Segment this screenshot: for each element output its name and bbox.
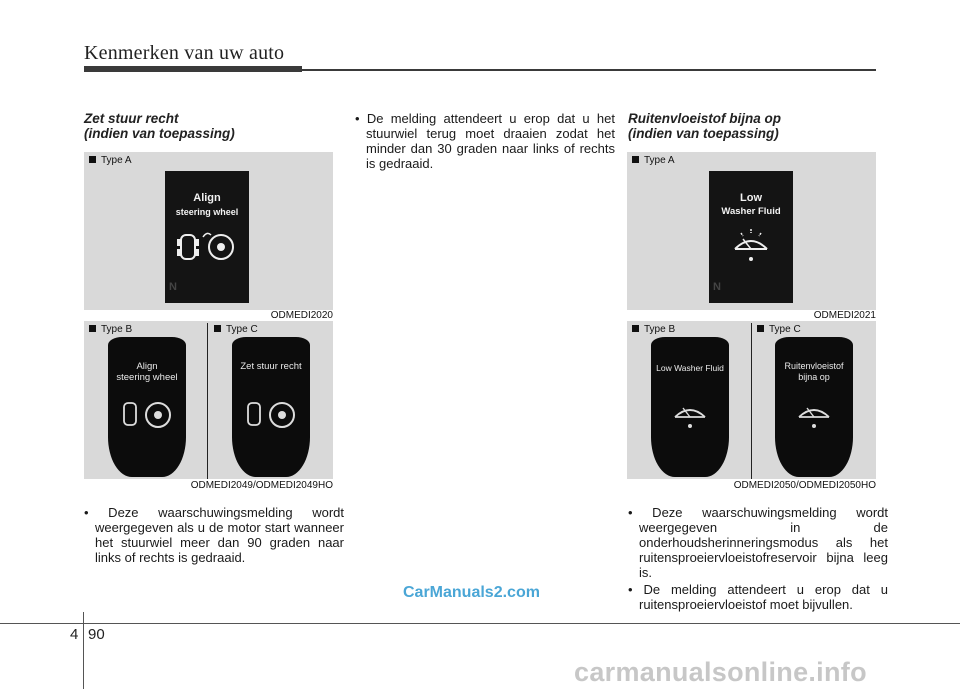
section-title-main: Ruitenvloeistof bijna op: [628, 111, 782, 126]
washer-fluid-icon: [670, 397, 710, 433]
screen-text-line1: Align: [193, 192, 221, 204]
screen-text-line2: bijna op: [798, 372, 830, 382]
figure-panel-type-a: [84, 152, 333, 310]
screen-text-line2: Washer Fluid: [721, 206, 781, 217]
middle-bullet-1: • De melding attendeert u erop dat u het stuurwiel terug moet draaien zodat het minder dan 30 graden naar links of rechts is gedraaid.: [355, 111, 615, 171]
type-a-label: Type A: [632, 155, 675, 166]
section-title-main: Zet stuur recht: [84, 111, 179, 126]
header-rule-dark: [84, 66, 302, 72]
watermark-site: carmanualsonline.info: [574, 657, 867, 687]
section-title-sub: (indien van toepassing): [84, 126, 235, 141]
section-title-sub: (indien van toepassing): [628, 126, 779, 141]
header-rule-thin: [302, 69, 876, 71]
screen-text-line1: Low: [740, 192, 762, 204]
cluster-screen-type-c: [775, 337, 853, 477]
watermark-carmanuals[interactable]: CarManuals2.com: [403, 584, 540, 601]
right-bullet-1: • Deze waarschuwingsmelding wordt weergegeven in de onderhoudsherinneringsmodus als het ruitensproeiervloeistofreservoir bijna leeg is.: [628, 505, 888, 580]
figure-code-bc: ODMEDI2049/ODMEDI2049HO: [190, 480, 333, 491]
steering-wheel-icon: [242, 397, 300, 437]
figure-code-a: ODMEDI2020: [270, 310, 333, 321]
screen-text-line2: steering wheel: [175, 207, 239, 217]
type-b-label: Type B: [89, 324, 132, 335]
panel-divider: [207, 323, 208, 479]
figure-panel-type-bc: [84, 321, 333, 479]
page-number: 90: [88, 626, 105, 643]
section-title-align: [84, 111, 235, 141]
figure-code-a: ODMEDI2021: [813, 310, 876, 321]
type-c-label: Type C: [214, 324, 258, 335]
type-b-label: Type B: [632, 324, 675, 335]
screen-text-line1: Align: [136, 361, 158, 372]
section-title-washer: [628, 111, 781, 141]
panel-divider: [751, 323, 752, 479]
gear-indicator-strip: N: [169, 281, 226, 293]
screen-text-line1: Zet stuur recht: [240, 361, 302, 372]
figure-panel-type-a: [627, 152, 876, 310]
steering-wheel-icon: [118, 397, 176, 437]
cluster-screen-type-b: [651, 337, 729, 477]
right-bullet-2: • De melding attendeert u erop dat u ruitensproeiervloeistof moet bijvullen.: [628, 582, 888, 612]
cluster-screen-type-a: [165, 171, 249, 303]
screen-text-line1: Low Washer Fluid: [656, 363, 724, 373]
steering-wheel-icon: [173, 227, 241, 273]
washer-fluid-icon: [729, 227, 773, 267]
cluster-screen-type-a: [709, 171, 793, 303]
page-header-title: Kenmerken van uw auto: [84, 42, 285, 64]
washer-fluid-icon: [794, 397, 834, 433]
gear-indicator-strip: N: [713, 281, 770, 293]
footer-vertical-rule: [83, 612, 84, 689]
chapter-number: 4: [70, 626, 79, 643]
figure-panel-type-bc: [627, 321, 876, 479]
footer-rule: [0, 623, 960, 624]
screen-text-line2: steering wheel: [116, 372, 178, 383]
screen-text-line1: Ruitenvloeistof: [784, 361, 844, 371]
cluster-screen-type-b: [108, 337, 186, 477]
figure-code-bc: ODMEDI2050/ODMEDI2050HO: [733, 480, 876, 491]
left-bullet-1: • Deze waarschuwingsmelding wordt weergegeven als u de motor start wanneer het stuurwiel meer dan 90 graden naar links of rechts is gedraaid.: [84, 505, 344, 565]
cluster-screen-type-c: [232, 337, 310, 477]
type-c-label: Type C: [757, 324, 801, 335]
type-a-label: Type A: [89, 155, 132, 166]
